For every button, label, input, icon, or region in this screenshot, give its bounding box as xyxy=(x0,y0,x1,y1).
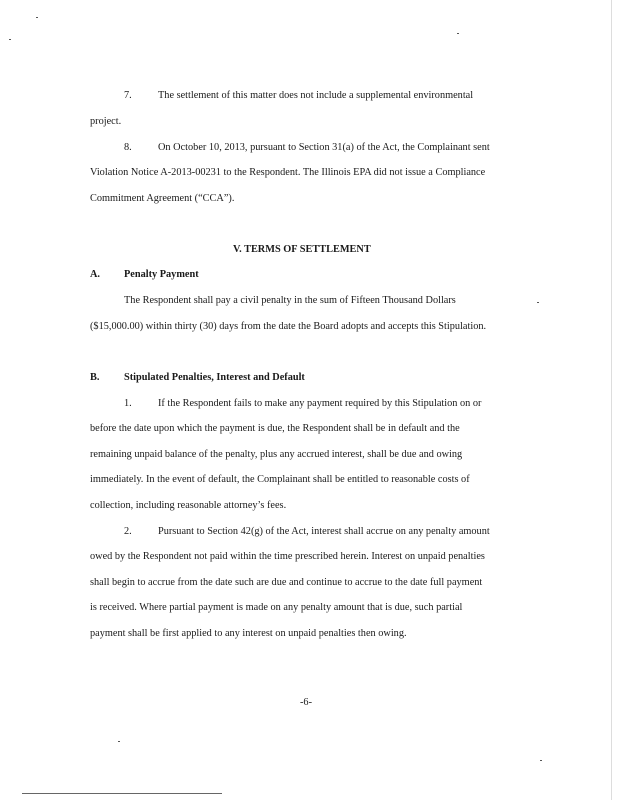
paragraph-8-number: 8. xyxy=(124,142,132,153)
subsection-a-letter: A. xyxy=(90,269,101,280)
item-1-line: remaining unpaid balance of the penalty, plus any accrued interest, shall be due and owing xyxy=(90,449,463,460)
subsection-b-title: Stipulated Penalties, Interest and Default xyxy=(124,372,305,383)
subsection-a-line: ($15,000.00) within thirty (30) days from the date the Board adopts and accepts this Stipulation. xyxy=(90,321,487,332)
subsection-a-title: Penalty Payment xyxy=(124,269,199,280)
item-2-line: payment shall be first applied to any interest on unpaid penalties then owing. xyxy=(90,628,407,639)
paragraph-7-line: project. xyxy=(90,116,122,127)
item-2-line: owed by the Respondent not paid within the time prescribed herein. Interest on unpaid penalties xyxy=(90,551,485,562)
scan-speck xyxy=(537,302,539,303)
item-2-line: is received. Where partial payment is made on any penalty amount that is due, such partial xyxy=(90,602,463,613)
paragraph-8-line: On October 10, 2013, pursuant to Section 31(a) of the Act, the Complainant sent xyxy=(158,142,490,153)
paragraph-8-line: Commitment Agreement (“CCA”). xyxy=(90,193,235,204)
item-2-number: 2. xyxy=(124,526,132,537)
item-2-line: shall begin to accrue from the date such are due and continue to accrue to the date full payment xyxy=(90,577,483,588)
page-number: -6- xyxy=(300,697,313,708)
paragraph-7-line: The settlement of this matter does not include a supplemental environmental xyxy=(158,90,474,101)
scan-speck xyxy=(9,39,11,40)
paragraph-7-number: 7. xyxy=(124,90,132,101)
item-2-line: Pursuant to Section 42(g) of the Act, interest shall accrue on any penalty amount xyxy=(158,526,490,537)
scan-speck xyxy=(457,33,459,34)
item-1-line: collection, including reasonable attorney’s fees. xyxy=(90,500,287,511)
scan-bottom-rule xyxy=(22,793,222,794)
subsection-b-letter: B. xyxy=(90,372,100,383)
item-1-line: immediately. In the event of default, the Complainant shall be entitled to reasonable costs of xyxy=(90,474,470,485)
section-heading: V. TERMS OF SETTLEMENT xyxy=(233,244,371,255)
scan-speck xyxy=(36,17,38,18)
subsection-a-line: The Respondent shall pay a civil penalty in the sum of Fifteen Thousand Dollars xyxy=(124,295,456,306)
item-1-line: before the date upon which the payment is due, the Respondent shall be in default and the xyxy=(90,423,460,434)
item-1-line: If the Respondent fails to make any payment required by this Stipulation on or xyxy=(158,398,482,409)
scan-edge-line xyxy=(611,0,612,800)
scan-speck xyxy=(540,760,542,761)
item-1-number: 1. xyxy=(124,398,132,409)
paragraph-8-line: Violation Notice A-2013-00231 to the Respondent. The Illinois EPA did not issue a Compliance xyxy=(90,167,486,178)
scan-speck xyxy=(118,741,120,742)
